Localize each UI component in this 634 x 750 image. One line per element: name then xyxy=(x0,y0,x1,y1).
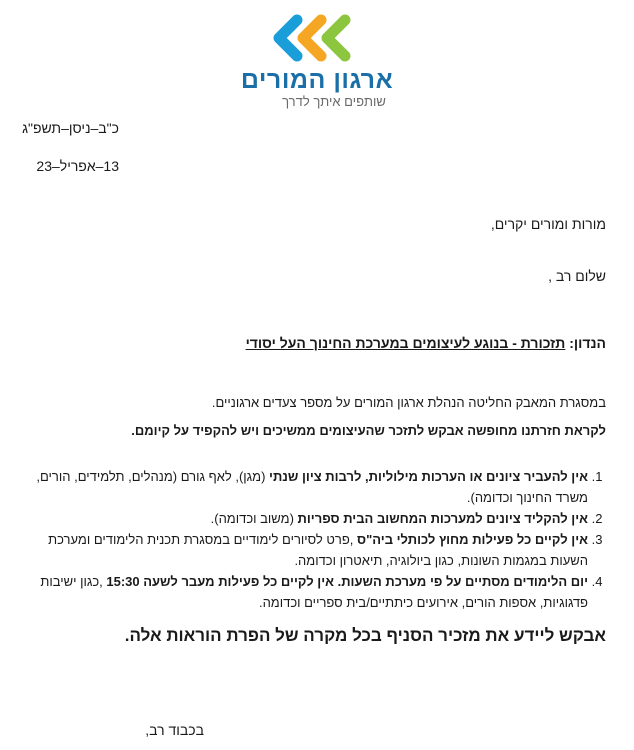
subject-label: הנדון: xyxy=(569,335,606,351)
item-text: ,פרט לסיורים לימודיים במסגרת תכנית הלימודים ומערכת השעות במגמות השונות, כגון ביולוגיה, תיאטרון וכדומה. xyxy=(48,532,588,568)
list-item xyxy=(28,508,588,529)
salutation-line-2: שלום רב , xyxy=(548,268,606,284)
item-bold: אין להעביר ציונים או הערכות מילוליות, לרבות ציון שנתי xyxy=(269,469,588,484)
signoff: בכבוד רב, xyxy=(145,722,204,738)
gregorian-date: 13–אפריל–23 xyxy=(36,158,119,174)
salutation-line-1: מורות ומורים יקרים, xyxy=(490,216,606,232)
item-text: (משוב וכדומה). xyxy=(210,511,298,526)
intro-paragraph-2: לקראת חזרתנו מחופשה אבקש לתזכר שהעיצומים ממשיכים ויש להקפיד על קיומם. xyxy=(131,423,606,438)
item-bold: אין להקליד ציונים למערכות המחשוב הבית ספריות xyxy=(297,511,588,526)
chevrons-logo-icon xyxy=(267,14,367,62)
org-logo xyxy=(0,14,634,110)
restrictions-list xyxy=(28,466,606,613)
intro-paragraph-1: במסגרת המאבק החליטה הנהלת ארגון המורים על מספר צעדים ארגוניים. xyxy=(211,395,606,410)
closing-request: אבקש ליידע את מזכיר הסניף בכל מקרה של הפרת הוראות אלה. xyxy=(124,626,606,645)
item-text: ,כגון ישיבות פדגוגיות, אספות הורים, אירועים כיתתיים/בית ספריים וכדומה. xyxy=(40,574,588,610)
org-name: ארגון המורים xyxy=(240,66,394,94)
item-text: (מגן), לאף גורם (מנהלים, תלמידים, הורים, משרד החינוך וכדומה). xyxy=(36,469,588,505)
hebrew-date: כ"ב–ניסן–תשפ"ג xyxy=(22,120,119,136)
item-bold: אין לקיים כל פעילות מחוץ לכותלי ביה"ס xyxy=(357,532,588,547)
org-tagline: שותפים איתך לדרך xyxy=(282,94,386,109)
item-bold: יום הלימודים מסתיים על פי מערכת השעות. אין לקיים כל פעילות מעבר לשעה 15:30 xyxy=(106,574,588,589)
list-item xyxy=(28,571,588,613)
subject-line xyxy=(28,333,606,353)
list-item xyxy=(28,529,588,571)
list-item xyxy=(28,466,588,508)
subject-text: תזכורת - בנוגע לעיצומים במערכת החינוך העל יסודי xyxy=(245,335,566,351)
